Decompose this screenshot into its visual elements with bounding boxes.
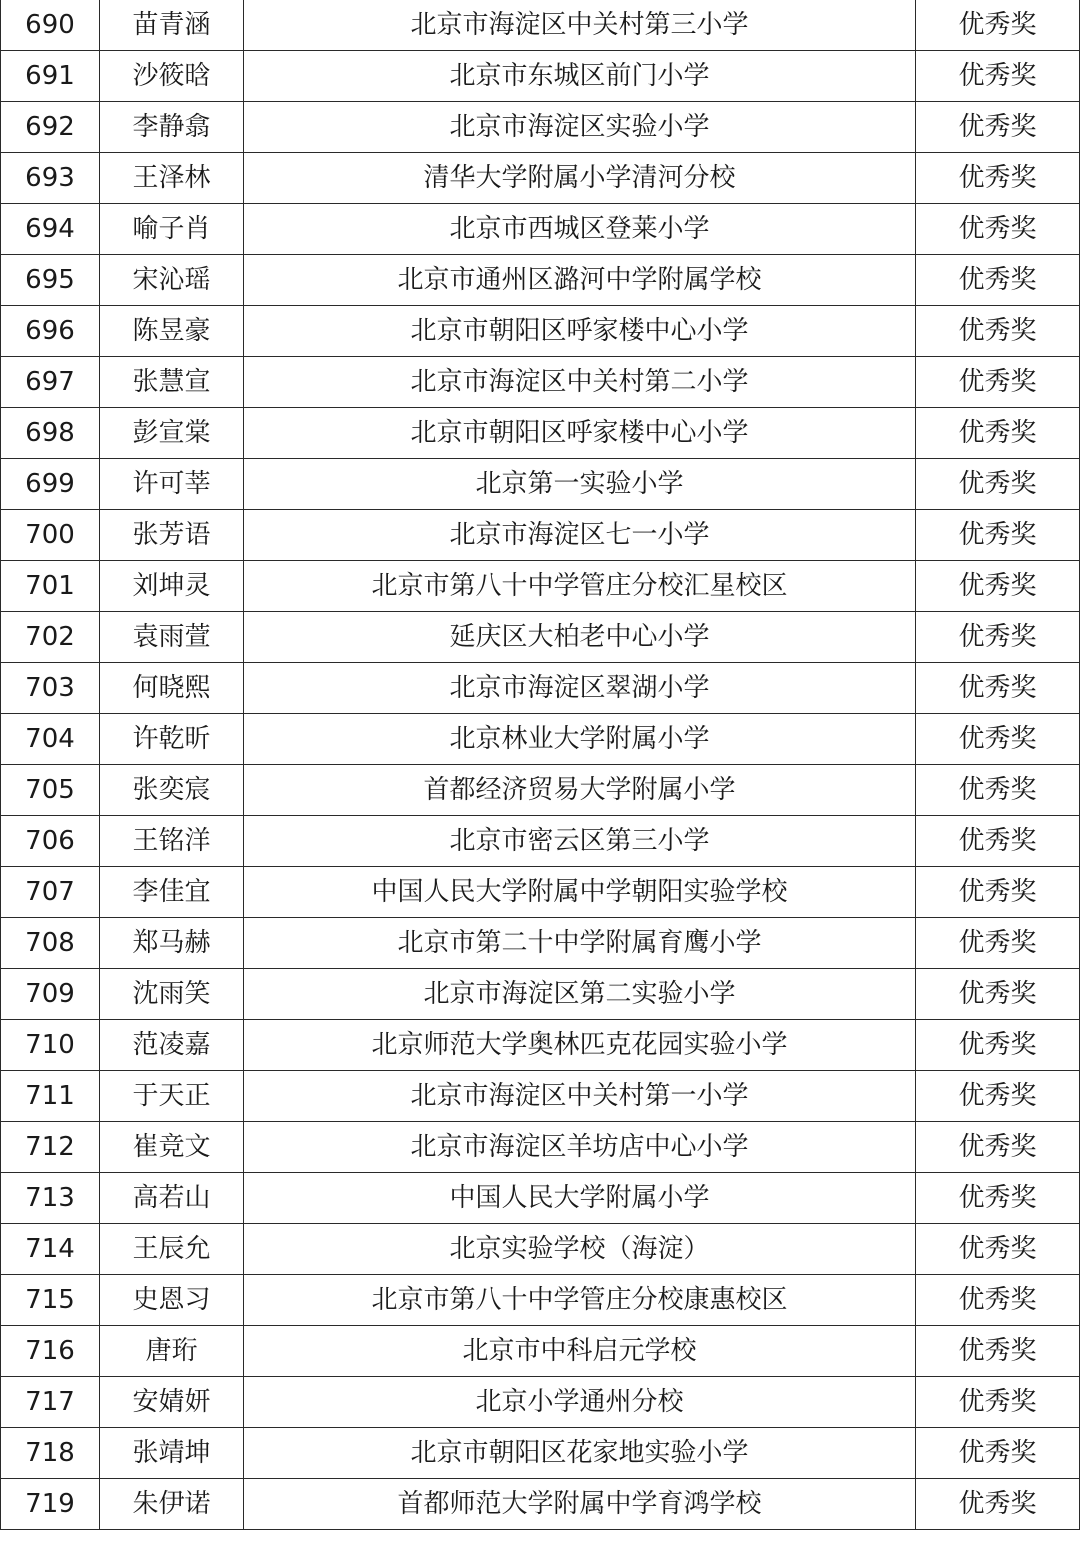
student-name-cell: 沙筱晗 bbox=[100, 51, 244, 102]
table-row bbox=[1, 459, 1080, 510]
row-number-cell: 705 bbox=[1, 765, 100, 816]
table-row bbox=[1, 1428, 1080, 1479]
school-name-cell: 北京第一实验小学 bbox=[244, 459, 916, 510]
table-row bbox=[1, 1224, 1080, 1275]
row-number-cell: 714 bbox=[1, 1224, 100, 1275]
school-name-cell: 北京市海淀区翠湖小学 bbox=[244, 663, 916, 714]
school-name-cell: 北京市中科启元学校 bbox=[244, 1326, 916, 1377]
table-row bbox=[1, 255, 1080, 306]
student-name-cell: 沈雨笑 bbox=[100, 969, 244, 1020]
student-name-cell: 朱伊诺 bbox=[100, 1479, 244, 1530]
award-cell: 优秀奖 bbox=[916, 663, 1080, 714]
student-name-cell: 李静翕 bbox=[100, 102, 244, 153]
student-name-cell: 张慧宣 bbox=[100, 357, 244, 408]
student-name-cell: 崔竞文 bbox=[100, 1122, 244, 1173]
row-number-cell: 719 bbox=[1, 1479, 100, 1530]
school-name-cell: 北京师范大学奥林匹克花园实验小学 bbox=[244, 1020, 916, 1071]
row-number-cell: 717 bbox=[1, 1377, 100, 1428]
award-cell: 优秀奖 bbox=[916, 204, 1080, 255]
student-name-cell: 宋沁瑶 bbox=[100, 255, 244, 306]
award-cell: 优秀奖 bbox=[916, 969, 1080, 1020]
table-row bbox=[1, 0, 1080, 51]
school-name-cell: 北京市海淀区实验小学 bbox=[244, 102, 916, 153]
row-number-cell: 699 bbox=[1, 459, 100, 510]
student-name-cell: 王铭洋 bbox=[100, 816, 244, 867]
row-number-cell: 706 bbox=[1, 816, 100, 867]
table-row bbox=[1, 1377, 1080, 1428]
award-cell: 优秀奖 bbox=[916, 918, 1080, 969]
table-row bbox=[1, 102, 1080, 153]
table-row bbox=[1, 306, 1080, 357]
row-number-cell: 700 bbox=[1, 510, 100, 561]
table-row bbox=[1, 510, 1080, 561]
award-cell: 优秀奖 bbox=[916, 357, 1080, 408]
school-name-cell: 北京市海淀区中关村第二小学 bbox=[244, 357, 916, 408]
school-name-cell: 北京市第八十中学管庄分校汇星校区 bbox=[244, 561, 916, 612]
school-name-cell: 北京市西城区登莱小学 bbox=[244, 204, 916, 255]
row-number-cell: 702 bbox=[1, 612, 100, 663]
school-name-cell: 中国人民大学附属小学 bbox=[244, 1173, 916, 1224]
school-name-cell: 北京小学通州分校 bbox=[244, 1377, 916, 1428]
school-name-cell: 北京市朝阳区花家地实验小学 bbox=[244, 1428, 916, 1479]
row-number-cell: 710 bbox=[1, 1020, 100, 1071]
table-row bbox=[1, 357, 1080, 408]
student-name-cell: 张靖坤 bbox=[100, 1428, 244, 1479]
award-cell: 优秀奖 bbox=[916, 867, 1080, 918]
award-cell: 优秀奖 bbox=[916, 1479, 1080, 1530]
table-row bbox=[1, 1275, 1080, 1326]
school-name-cell: 北京市海淀区羊坊店中心小学 bbox=[244, 1122, 916, 1173]
student-name-cell: 张芳语 bbox=[100, 510, 244, 561]
table-row bbox=[1, 408, 1080, 459]
table-row bbox=[1, 204, 1080, 255]
student-name-cell: 唐珩 bbox=[100, 1326, 244, 1377]
school-name-cell: 北京市朝阳区呼家楼中心小学 bbox=[244, 408, 916, 459]
row-number-cell: 713 bbox=[1, 1173, 100, 1224]
table-row bbox=[1, 816, 1080, 867]
award-cell: 优秀奖 bbox=[916, 306, 1080, 357]
school-name-cell: 首都师范大学附属中学育鸿学校 bbox=[244, 1479, 916, 1530]
table-row bbox=[1, 1479, 1080, 1530]
award-cell: 优秀奖 bbox=[916, 102, 1080, 153]
award-cell: 优秀奖 bbox=[916, 408, 1080, 459]
row-number-cell: 693 bbox=[1, 153, 100, 204]
table-row bbox=[1, 1173, 1080, 1224]
row-number-cell: 703 bbox=[1, 663, 100, 714]
award-cell: 优秀奖 bbox=[916, 1326, 1080, 1377]
award-cell: 优秀奖 bbox=[916, 1377, 1080, 1428]
table-row bbox=[1, 561, 1080, 612]
table-row bbox=[1, 153, 1080, 204]
row-number-cell: 716 bbox=[1, 1326, 100, 1377]
award-cell: 优秀奖 bbox=[916, 561, 1080, 612]
school-name-cell: 北京市密云区第三小学 bbox=[244, 816, 916, 867]
table-row bbox=[1, 51, 1080, 102]
school-name-cell: 北京实验学校（海淀） bbox=[244, 1224, 916, 1275]
student-name-cell: 何晓熙 bbox=[100, 663, 244, 714]
row-number-cell: 690 bbox=[1, 0, 100, 51]
award-cell: 优秀奖 bbox=[916, 612, 1080, 663]
school-name-cell: 北京市朝阳区呼家楼中心小学 bbox=[244, 306, 916, 357]
row-number-cell: 718 bbox=[1, 1428, 100, 1479]
row-number-cell: 692 bbox=[1, 102, 100, 153]
student-name-cell: 史恩习 bbox=[100, 1275, 244, 1326]
table-row bbox=[1, 918, 1080, 969]
award-list-body bbox=[1, 0, 1080, 1530]
row-number-cell: 707 bbox=[1, 867, 100, 918]
row-number-cell: 697 bbox=[1, 357, 100, 408]
student-name-cell: 苗青涵 bbox=[100, 0, 244, 51]
student-name-cell: 刘坤灵 bbox=[100, 561, 244, 612]
award-cell: 优秀奖 bbox=[916, 1173, 1080, 1224]
table-row bbox=[1, 765, 1080, 816]
award-cell: 优秀奖 bbox=[916, 153, 1080, 204]
student-name-cell: 许可莘 bbox=[100, 459, 244, 510]
school-name-cell: 北京市东城区前门小学 bbox=[244, 51, 916, 102]
award-cell: 优秀奖 bbox=[916, 0, 1080, 51]
award-cell: 优秀奖 bbox=[916, 1122, 1080, 1173]
table-row bbox=[1, 1020, 1080, 1071]
student-name-cell: 陈昱豪 bbox=[100, 306, 244, 357]
award-cell: 优秀奖 bbox=[916, 459, 1080, 510]
award-cell: 优秀奖 bbox=[916, 765, 1080, 816]
school-name-cell: 北京市海淀区中关村第一小学 bbox=[244, 1071, 916, 1122]
student-name-cell: 张奕宸 bbox=[100, 765, 244, 816]
school-name-cell: 延庆区大柏老中心小学 bbox=[244, 612, 916, 663]
student-name-cell: 高若山 bbox=[100, 1173, 244, 1224]
school-name-cell: 中国人民大学附属中学朝阳实验学校 bbox=[244, 867, 916, 918]
student-name-cell: 袁雨萱 bbox=[100, 612, 244, 663]
school-name-cell: 北京市海淀区中关村第三小学 bbox=[244, 0, 916, 51]
award-cell: 优秀奖 bbox=[916, 1224, 1080, 1275]
row-number-cell: 712 bbox=[1, 1122, 100, 1173]
row-number-cell: 711 bbox=[1, 1071, 100, 1122]
table-row bbox=[1, 1326, 1080, 1377]
student-name-cell: 范凌嘉 bbox=[100, 1020, 244, 1071]
school-name-cell: 清华大学附属小学清河分校 bbox=[244, 153, 916, 204]
school-name-cell: 北京市通州区潞河中学附属学校 bbox=[244, 255, 916, 306]
school-name-cell: 北京市海淀区七一小学 bbox=[244, 510, 916, 561]
award-cell: 优秀奖 bbox=[916, 1071, 1080, 1122]
student-name-cell: 李佳宜 bbox=[100, 867, 244, 918]
table-row bbox=[1, 1122, 1080, 1173]
award-cell: 优秀奖 bbox=[916, 1275, 1080, 1326]
student-name-cell: 郑马赫 bbox=[100, 918, 244, 969]
row-number-cell: 696 bbox=[1, 306, 100, 357]
row-number-cell: 694 bbox=[1, 204, 100, 255]
table-row bbox=[1, 663, 1080, 714]
table-row bbox=[1, 867, 1080, 918]
row-number-cell: 701 bbox=[1, 561, 100, 612]
row-number-cell: 709 bbox=[1, 969, 100, 1020]
student-name-cell: 王泽林 bbox=[100, 153, 244, 204]
school-name-cell: 首都经济贸易大学附属小学 bbox=[244, 765, 916, 816]
school-name-cell: 北京市第二十中学附属育鹰小学 bbox=[244, 918, 916, 969]
row-number-cell: 704 bbox=[1, 714, 100, 765]
table-row bbox=[1, 714, 1080, 765]
row-number-cell: 691 bbox=[1, 51, 100, 102]
table-row bbox=[1, 1071, 1080, 1122]
award-cell: 优秀奖 bbox=[916, 1020, 1080, 1071]
row-number-cell: 695 bbox=[1, 255, 100, 306]
table-row bbox=[1, 969, 1080, 1020]
student-name-cell: 喻子肖 bbox=[100, 204, 244, 255]
row-number-cell: 715 bbox=[1, 1275, 100, 1326]
table-row bbox=[1, 612, 1080, 663]
student-name-cell: 许乾昕 bbox=[100, 714, 244, 765]
award-cell: 优秀奖 bbox=[916, 816, 1080, 867]
student-name-cell: 于天正 bbox=[100, 1071, 244, 1122]
row-number-cell: 698 bbox=[1, 408, 100, 459]
school-name-cell: 北京林业大学附属小学 bbox=[244, 714, 916, 765]
award-cell: 优秀奖 bbox=[916, 1428, 1080, 1479]
award-cell: 优秀奖 bbox=[916, 255, 1080, 306]
award-cell: 优秀奖 bbox=[916, 510, 1080, 561]
student-name-cell: 王辰允 bbox=[100, 1224, 244, 1275]
row-number-cell: 708 bbox=[1, 918, 100, 969]
student-name-cell: 安婧妍 bbox=[100, 1377, 244, 1428]
award-cell: 优秀奖 bbox=[916, 714, 1080, 765]
award-cell: 优秀奖 bbox=[916, 51, 1080, 102]
student-name-cell: 彭宣棠 bbox=[100, 408, 244, 459]
school-name-cell: 北京市海淀区第二实验小学 bbox=[244, 969, 916, 1020]
school-name-cell: 北京市第八十中学管庄分校康惠校区 bbox=[244, 1275, 916, 1326]
